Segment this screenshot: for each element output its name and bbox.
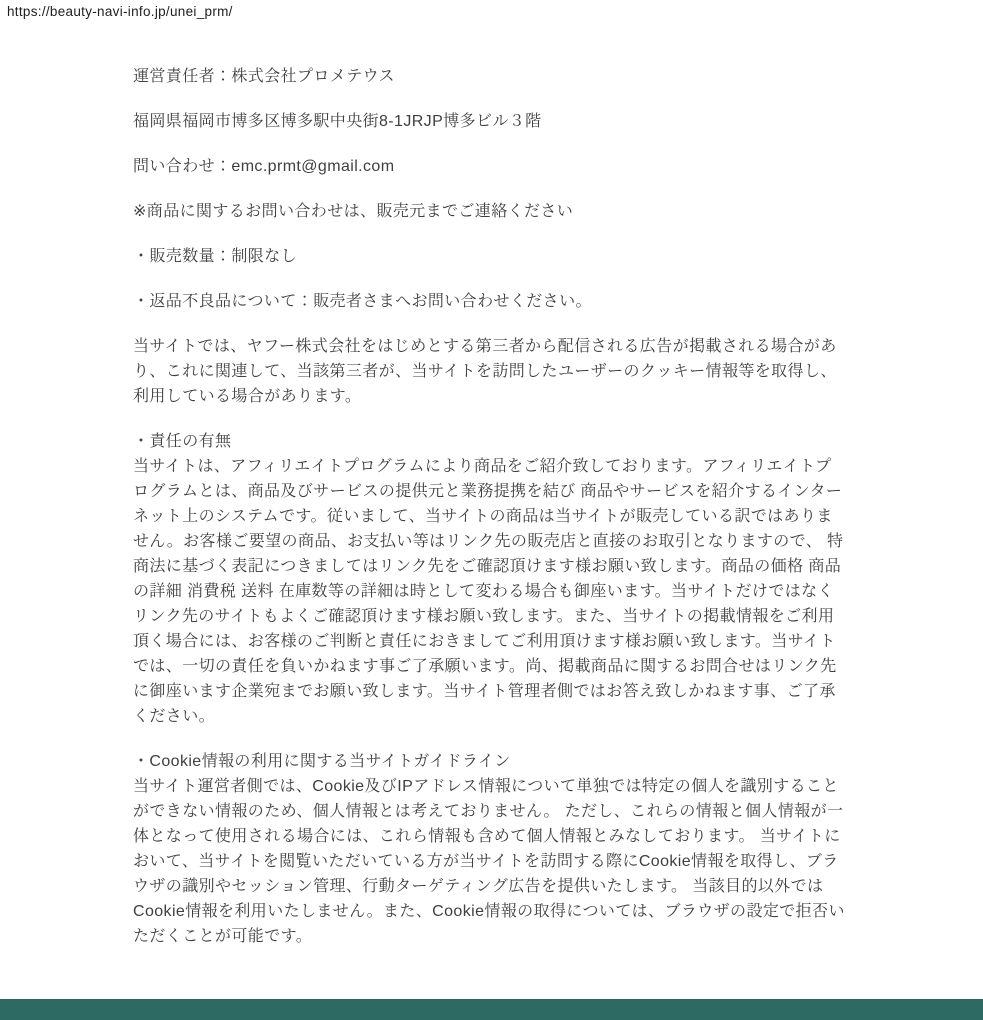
page-url: https://beauty-navi-info.jp/unei_prm/ bbox=[7, 4, 233, 19]
responsibility-section-body: 当サイトは、アフィリエイトプログラムにより商品をご紹介致しております。アフィリエイトプログラムとは、商品及びサービスの提供元と業務提携を結び 商品やサービスを紹介するインターネット上のシステムです。従いまして、当サイトの商品は当サイトが販売している訳ではありません。お客様ご要望の商品、お支払い等はリンク先の販売店と直接のお取引となりますので、 特商法に基づく表記につきましてはリンク先をご確認頂けます様お願い致します。商品の価格 商品の詳細 消費税 送料 在庫数等の詳細は時として変わる場合も御座います。当サイトだけではなくリンク先のサイトもよくご確認頂けます様お願い致します。また、当サイトの掲載情報をご利用頂く場合には、お客様のご判断と責任におきましてご利用頂けます様お願い致します。当サイトでは、一切の責任を負いかねます事ご了承願います。尚、掲載商品に関するお問合せはリンク先に御座います企業宛までお願い致します。当サイト管理者側ではお答え致しかねます事、ご了承ください。 bbox=[133, 458, 844, 725]
sales-quantity-line: ・販売数量：制限なし bbox=[133, 248, 298, 265]
address-line: 福岡県福岡市博多区博多駅中央街8-1JRJP博多ビル３階 bbox=[133, 113, 542, 130]
third-party-ads-paragraph: 当サイトでは、ヤフー株式会社をはじめとする第三者から配信される広告が掲載される場合があり、これに関連して、当該第三者が、当サイトを訪問したユーザーのクッキー情報等を取得し、利用している場合があります。 bbox=[133, 338, 837, 405]
responsibility-section-title: ・責任の有無 bbox=[133, 433, 232, 450]
main-content bbox=[133, 0, 847, 969]
returns-line: ・返品不良品について：販売者さまへお問い合わせください。 bbox=[133, 293, 592, 310]
operator-line: 運営責任者：株式会社プロメテウス bbox=[133, 68, 395, 85]
contact-line: 問い合わせ：emc.prmt@gmail.com bbox=[133, 158, 395, 175]
bottom-accent-bar bbox=[0, 999, 983, 1020]
cookie-guideline-title: ・Cookie情報の利用に関する当サイトガイドライン bbox=[133, 753, 511, 770]
cookie-guideline-body: 当サイト運営者側では、Cookie及びIPアドレス情報について単独では特定の個人を識別することができない情報のため、個人情報とは考えておりません。 ただし、これらの情報と個人情報が一体となって使用される場合には、これら情報も含めて個人情報とみなしております。 当サイトにおいて、当サイトを閲覧いただいている方が当サイトを訪問する際にCookie情報を取得し、ブラウザの識別やセッション管理、行動ターゲティング広告を提供いたします。 当該目的以外ではCookie情報を利用いたしません。また、Cookie情報の取得については、ブラウザの設定で拒否いただくことが可能です。 bbox=[133, 778, 845, 945]
product-inquiry-note: ※商品に関するお問い合わせは、販売元までご連絡ください bbox=[133, 203, 574, 220]
